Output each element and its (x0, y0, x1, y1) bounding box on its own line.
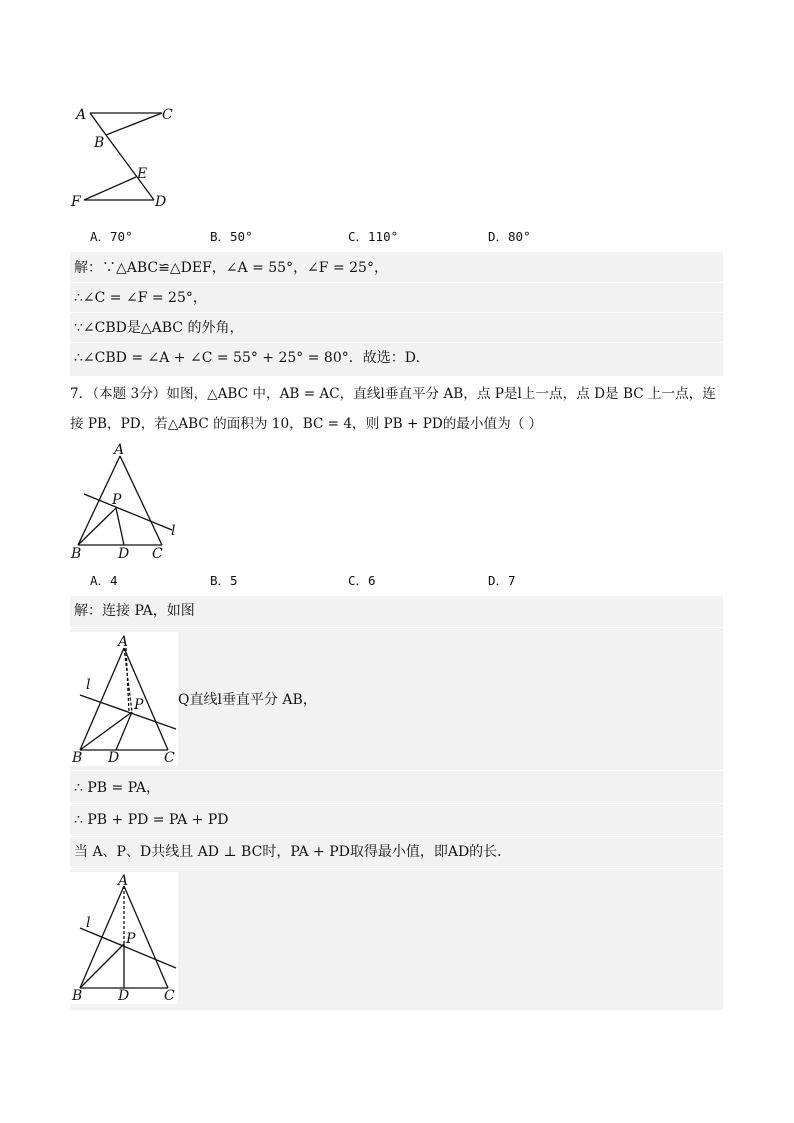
q7-stem-line-1: 7．（本题 3分）如图，△ABC 中，AB = AC，直线l垂直平分 AB，点 P是l上一点，点 D是 BC 上一点，连 (70, 386, 716, 402)
svg-text:A: A (118, 634, 129, 650)
label-b: B (71, 546, 82, 562)
label-b: B (94, 135, 105, 151)
q6-solution-block (70, 252, 723, 376)
q7-solution-sep-4 (70, 836, 723, 837)
q6-option-d: D．80° (488, 229, 531, 244)
label-e: E (137, 166, 148, 182)
segment-pb (78, 508, 116, 545)
label-d: D (155, 194, 167, 210)
q7-solution-figure-2 (70, 872, 178, 1004)
segment-bc (106, 113, 162, 135)
segment-pd (116, 508, 124, 545)
q6-option-c: C．110° (348, 229, 399, 244)
q7-option-c: C．6 (348, 573, 376, 588)
label-a: A (114, 442, 125, 458)
svg-text:D: D (108, 750, 120, 766)
label-f: F (71, 194, 81, 210)
q7-option-d: D．7 (488, 573, 516, 588)
q7-solution-sep-5 (70, 868, 723, 869)
line-l (84, 494, 172, 530)
q7-figure (68, 440, 188, 564)
q7-option-b: B．5 (210, 573, 238, 588)
svg-text:l: l (86, 677, 91, 693)
q7-option-a: A．4 (90, 573, 118, 588)
svg-text:A: A (118, 873, 129, 889)
svg-text:C: C (164, 750, 175, 766)
segment-ab (90, 113, 106, 135)
label-d: D (118, 546, 130, 562)
q7-solution-sep-2 (70, 770, 723, 771)
q7-solution-line-3: 当 A、P、D共线且 AD ⊥ BC时，PA + PD取得最小值，即AD的长． (74, 844, 512, 860)
q7-stem-line-2: 接 PB，PD，若△ABC 的面积为 10，BC = 4，则 PB + PD的最小值为（ ） (70, 416, 543, 432)
q7-solution-sep-3 (70, 803, 723, 804)
label-c: C (162, 107, 173, 123)
svg-text:P: P (134, 697, 144, 713)
q7-solution-line-2: ∴ PB + PD = PA + PD (74, 812, 229, 828)
svg-text:D: D (118, 988, 130, 1004)
q6-solution-line-3: ∵∠CBD是△ABC 的外角， (70, 313, 723, 343)
q6-solution-line-4: ∴∠CBD = ∠A + ∠C = 55° + 25° = 80°．故选：D. (74, 350, 420, 366)
q6-solution-line-1: 解：∵△ABC≌△DEF，∠A = 55°，∠F = 25°， (70, 252, 723, 283)
svg-text:C: C (164, 988, 175, 1004)
q7-solution-side-text: Q直线l垂直平分 AB， (178, 692, 317, 708)
q6-solution-line-2: ∴∠C = ∠F = 25°， (70, 283, 723, 313)
segment-fe (84, 177, 136, 200)
q7-solution-line-1: ∴ PB = PA， (74, 780, 160, 796)
label-c: C (152, 546, 163, 562)
q6-option-b: B．50° (210, 229, 253, 244)
svg-text:P: P (126, 931, 136, 947)
q7-solution-figure-1 (70, 632, 178, 766)
q7-solution-sep-1 (70, 627, 723, 628)
label-p: P (112, 492, 122, 508)
label-a: A (76, 107, 87, 123)
q6-figure (68, 100, 188, 215)
svg-text:B: B (72, 750, 83, 766)
svg-text:l: l (86, 915, 91, 931)
q7-solution-intro: 解：连接 PA，如图 (74, 603, 195, 619)
label-l: l (171, 523, 176, 539)
svg-text:B: B (72, 988, 83, 1004)
segment-ac (120, 456, 162, 545)
q6-option-a: A．70° (90, 229, 133, 244)
